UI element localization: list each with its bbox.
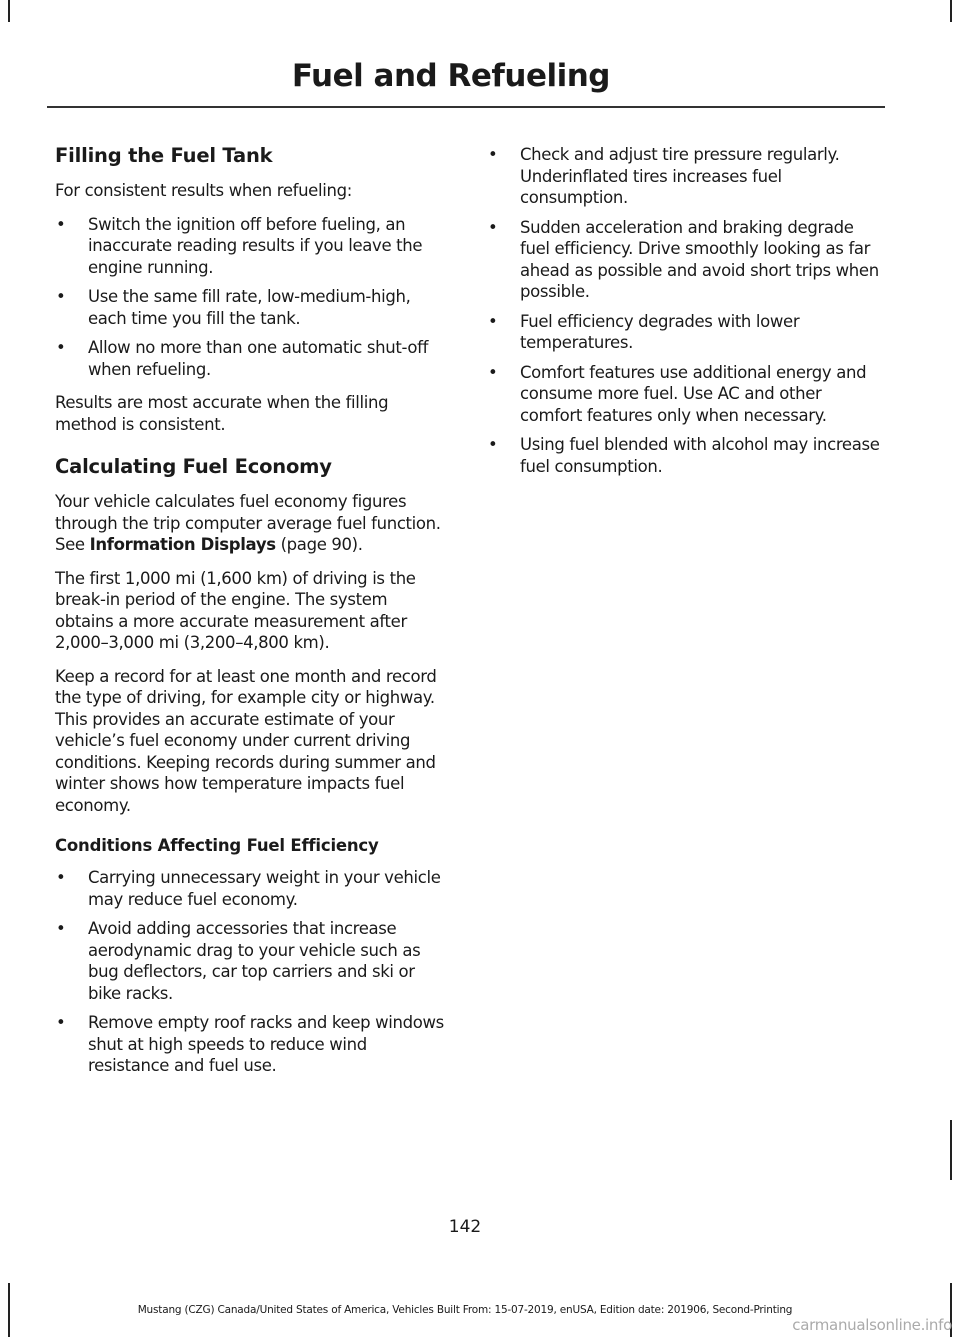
list-item: • Fuel efficiency degrades with lower temperatures. (487, 311, 882, 354)
list-item: • Remove empty roof racks and keep windows shut at high speeds to reduce wind resistance and fuel use. (55, 1012, 450, 1077)
paragraph-consistent: For consistent results when refueling: (55, 181, 352, 200)
list-item: • Comfort features use additional energy and consume more fuel. Use AC and other comfort features only when necessary. (487, 362, 882, 427)
conditions-list (55, 867, 450, 1077)
watermark: carmanualsonline.info (792, 1316, 952, 1334)
list-item: • Check and adjust tire pressure regularly. Underinflated tires increases fuel consumption. (487, 144, 882, 209)
list-item: • Carrying unnecessary weight in your vehicle may reduce fuel economy. (55, 867, 450, 910)
information-displays-link[interactable]: Information Displays (89, 535, 276, 554)
crop-mark-top-right-v (950, 0, 952, 22)
list-item: • Sudden acceleration and braking degrade fuel efficiency. Drive smoothly looking as far ahead as possible and avoid short trips when possible. (487, 217, 882, 303)
list-item: • Use the same fill rate, low-medium-high, each time you fill the tank. (55, 286, 450, 329)
crop-mark-right-edge (950, 1120, 952, 1180)
efficiency-list (487, 144, 882, 477)
paragraph-record: Keep a record for at least one month and record the type of driving, for example city or highway. This provides an accurate estimate of your vehicle’s fuel economy under current driving conditions. Keeping records during summer and winter shows how temperature impacts fuel economy. (55, 666, 437, 815)
filling-list (55, 214, 450, 381)
list-item: • Switch the ignition off before fueling, an inaccurate reading results if you leave the engine running. (55, 214, 450, 279)
paragraph-calculates (55, 491, 450, 556)
section-heading-filling: Filling the Fuel Tank (55, 144, 273, 167)
calc-text: Your vehicle calculates fuel economy figures through the trip computer average fuel function. See (55, 492, 441, 554)
page-number: 142 (448, 1217, 482, 1237)
calc-page-ref: (page 90). (275, 535, 363, 554)
edition-footer: Mustang (CZG) Canada/United States of America, Vehicles Built From: 15-07-2019, enUSA, Edition date: 201906, Second-Printing (137, 1304, 793, 1316)
list-item: • Allow no more than one automatic shut-off when refueling. (55, 337, 450, 380)
list-item: • Using fuel blended with alcohol may increase fuel consumption. (487, 434, 882, 477)
page-title: Fuel and Refueling (291, 58, 610, 94)
section-heading-calculating: Calculating Fuel Economy (55, 455, 332, 478)
section-heading-conditions: Conditions Affecting Fuel Efficiency (55, 836, 379, 855)
header-divider (47, 106, 885, 108)
crop-mark-top-left-v (8, 0, 10, 22)
right-column (487, 144, 882, 489)
paragraph-results: Results are most accurate when the filling method is consistent. (55, 393, 389, 434)
paragraph-break-in: The first 1,000 mi (1,600 km) of driving is the break-in period of the engine. The system obtains a more accurate measurement after 2,000–3,000 mi (3,200–4,800 km). (55, 568, 416, 652)
left-column (55, 144, 450, 1089)
list-item: • Avoid adding accessories that increase aerodynamic drag to your vehicle such as bug deflectors, car top carriers and ski or bike racks. (55, 918, 450, 1004)
